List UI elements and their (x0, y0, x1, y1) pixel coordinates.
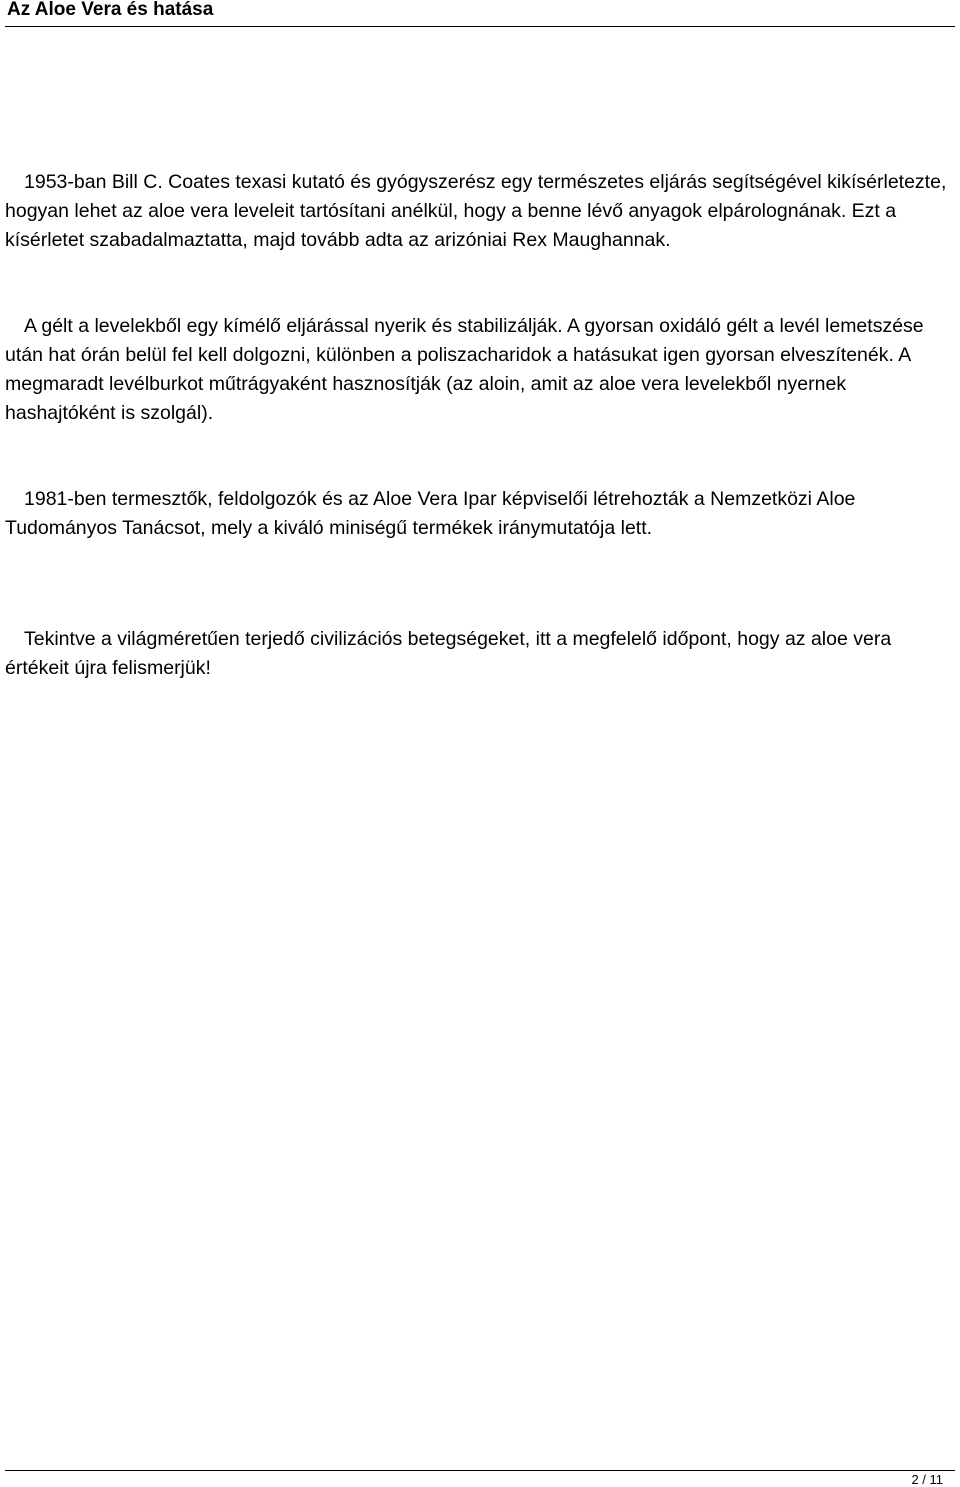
paragraph-council: 1981-ben termesztők, feldolgozók és az Aloe Vera Ipar képviselői létrehozták a Nemzetközi Aloe Tudományos Tanácsot, mely a kiváló miniségű termékek iránymutatója lett. (5, 488, 856, 539)
paragraph-gel-process: A gélt a levelekből egy kímélő eljárással nyerik és stabilizálják. A gyorsan oxidáló gélt a levél lemetszése után hat órán belül fel kell dolgozni, különben a poliszacharidok a hatásukat igen gyorsan elveszítenék. A megmaradt levélburkot műtrágyaként hasznosítják (az aloin, amit az aloe vera levelekből nyernek hashajtóként is szolgál). (5, 315, 924, 424)
page-title: Az Aloe Vera és hatása (7, 0, 214, 20)
paragraph-history: 1953-ban Bill C. Coates texasi kutató és gyógyszerész egy természetes eljárás segítségével kikísérletezte, hogyan lehet az aloe vera leveleit tartósítani anélkül, hogy a benne lévő anyagok elpárolognának. Ezt a kísérletet szabadalmaztatta, majd tovább adta az arizóniai Rex Maughannak. (5, 171, 947, 251)
document-body (5, 168, 955, 683)
page-number: 2 / 11 (911, 1472, 943, 1487)
paragraph-conclusion: Tekintve a világméretűen terjedő civilizációs betegségeket, itt a megfelelő időpont, hogy az aloe vera értékeit újra felismerjük! (5, 628, 892, 679)
page-footer (5, 1470, 955, 1487)
page-header (5, 0, 955, 27)
